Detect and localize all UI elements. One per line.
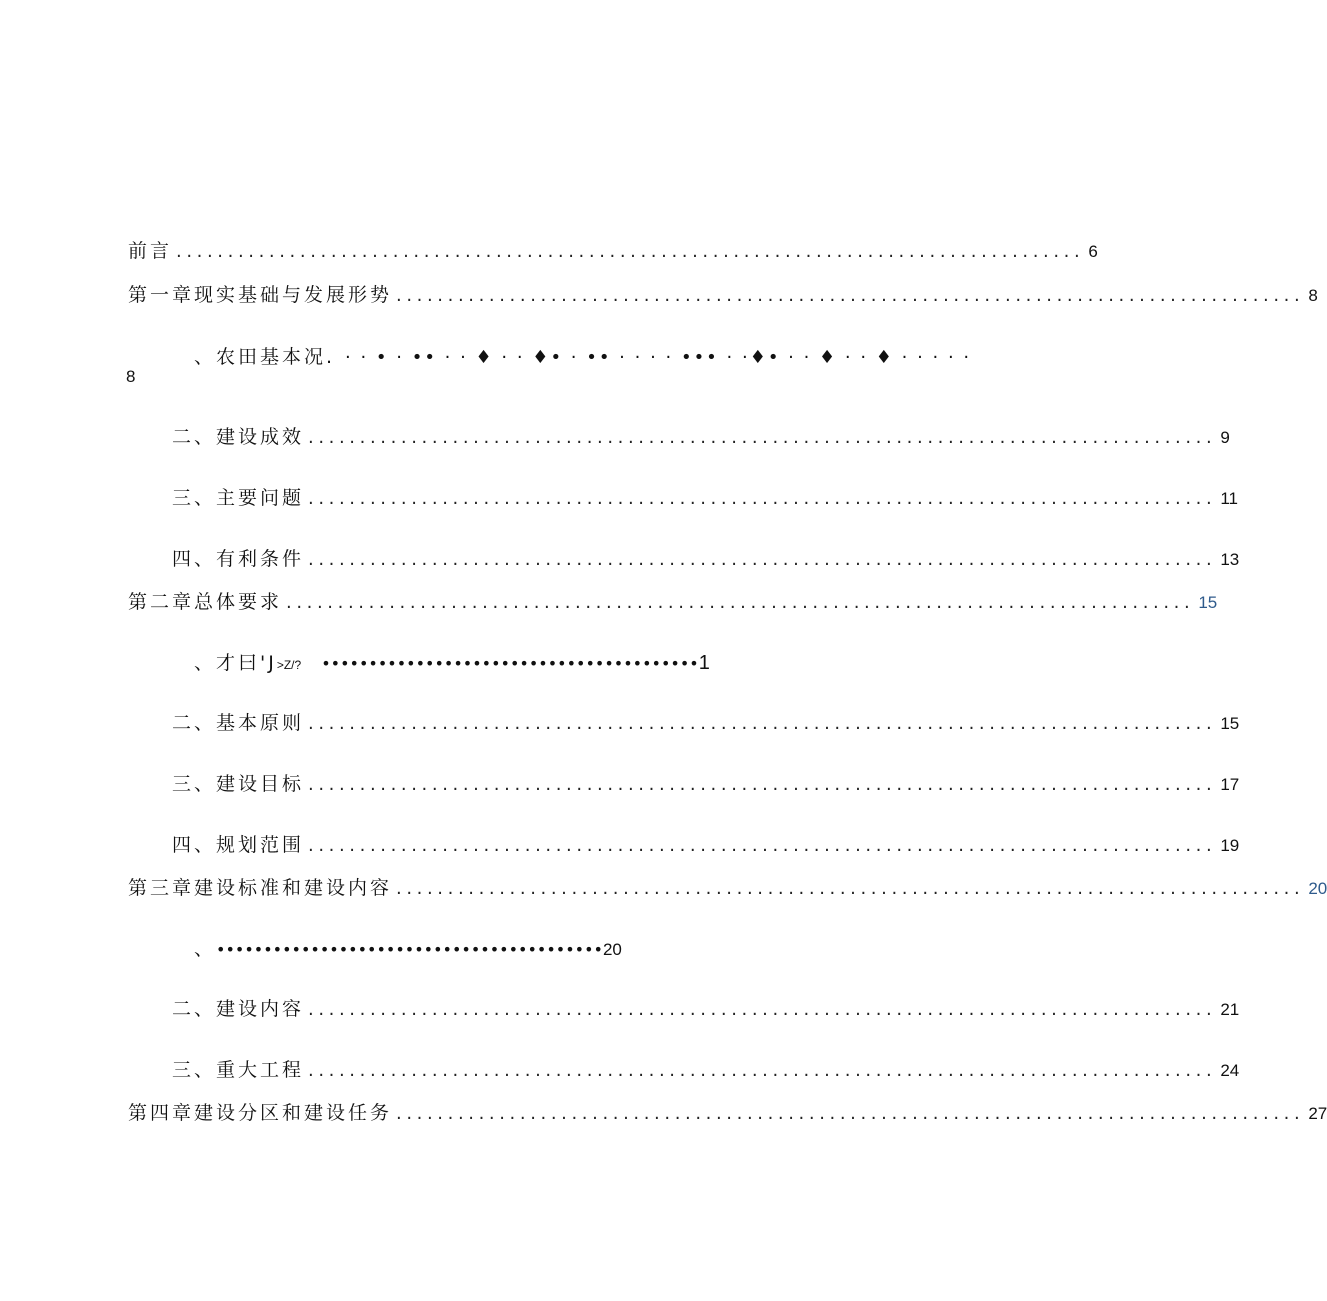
toc-entry-page: 1 (698, 652, 710, 674)
toc-entry-page: 8 (126, 367, 136, 386)
toc-entry-title: 前言 (128, 240, 173, 262)
toc-entry-title: 三、主要问题 (172, 487, 305, 509)
toc-entry-title: 、农田基本况. (194, 346, 336, 368)
toc-entry-page: 8 (1308, 286, 1318, 305)
toc-entry-title: 第四章建设分区和建设任务 (128, 1102, 393, 1124)
toc-leader-dots: ........................................................................................ (308, 549, 1217, 570)
toc-leader-dots: ........................................................................................ (396, 878, 1305, 899)
toc-entry-title: 第一章现实基础与发展形势 (128, 284, 393, 306)
toc-entry-title: 二、建设成效 (172, 426, 305, 448)
toc-entry-title: 二、建设内容 (172, 998, 305, 1020)
toc-leader-garbled: ••••••••••••••••••••••••••••••••••••••••• (216, 940, 603, 959)
toc-entry-1-3[interactable] (172, 483, 1238, 510)
toc-leader-dots: ........................................................................................ (308, 1060, 1217, 1081)
toc-entry-1-4[interactable] (172, 544, 1240, 571)
toc-entry-title: 三、建设目标 (172, 773, 305, 795)
toc-entry-title: 三、重大工程 (172, 1059, 305, 1081)
toc-leader-dots: ........................................................................................ (308, 774, 1217, 795)
toc-entry-title: 第三章建设标准和建设内容 (128, 877, 393, 899)
toc-entry-2-4[interactable] (172, 830, 1240, 857)
toc-entry-title: 二、基本原则 (172, 712, 305, 734)
toc-entry-page: 13 (1220, 550, 1240, 569)
toc-entry-title: 四、有利条件 (172, 548, 305, 570)
toc-entry-3-3[interactable] (172, 1055, 1240, 1082)
toc-entry-chapter-1[interactable] (128, 280, 1318, 307)
toc-entry-2-2[interactable] (172, 708, 1240, 735)
toc-entry-title: 四、规划范围 (172, 834, 305, 856)
toc-entry-page: 11 (1220, 489, 1238, 508)
toc-entry-page: 15 (1198, 593, 1218, 612)
toc-entry-page: 17 (1220, 775, 1240, 794)
toc-leader-dots: ........................................................................................ (396, 285, 1305, 306)
toc-leader-dots: ........................................................................................ (176, 241, 1085, 262)
toc-entry-page: 20 (602, 940, 622, 959)
toc-leader-dots: ........................................................................................ (308, 835, 1217, 856)
toc-entry-3-1[interactable] (194, 934, 622, 961)
toc-entry-page: 19 (1220, 836, 1240, 855)
toc-entry-garbled-suffix: >Z/? (276, 658, 302, 672)
toc-leader-dots: ........................................................................................ (308, 999, 1217, 1020)
toc-leader-dots: ........................................................................................ (396, 1103, 1305, 1124)
toc-leader-garbled: · · • · •• · · ♦ · · ♦• · •• · · · · ••• · ·♦• · · ♦ · · ♦ · · · · · (345, 347, 972, 368)
toc-entry-page: 15 (1220, 714, 1240, 733)
toc-entry-page: 20 (1308, 879, 1327, 898)
toc-entry-2-3[interactable] (172, 769, 1240, 796)
toc-entry-page: 9 (1220, 428, 1230, 447)
toc-entry-page: 21 (1220, 1000, 1240, 1019)
toc-entry-chapter-2[interactable] (128, 587, 1218, 614)
toc-entry-1-1[interactable] (194, 342, 972, 369)
toc-leader-garbled: •••••••••••••••••••••••••••••••••••••••• (321, 654, 699, 673)
toc-leader-dots: ........................................................................................ (308, 488, 1217, 509)
toc-leader-dots: ........................................................................................ (308, 427, 1217, 448)
toc-entry-title: 、才曰'J (194, 652, 277, 674)
toc-entry-2-1[interactable] (194, 648, 794, 675)
toc-entry-chapter-4[interactable] (128, 1098, 1327, 1125)
toc-entry-3-2[interactable] (172, 994, 1240, 1021)
toc-entry-page: 24 (1220, 1061, 1240, 1080)
toc-entry-1-1-page-wrap (126, 367, 135, 387)
toc-entry-chapter-3[interactable] (128, 873, 1327, 900)
toc-leader-dots: ........................................................................................ (286, 592, 1195, 613)
toc-entry-title: 、 (194, 938, 217, 960)
toc-entry-1-2[interactable] (172, 422, 1230, 449)
toc-entry-page: 6 (1088, 242, 1098, 261)
toc-entry-page: 27 (1308, 1104, 1327, 1123)
toc-entry-preface[interactable] (128, 236, 1098, 263)
toc-leader-dots: ........................................................................................ (308, 713, 1217, 734)
toc-entry-title: 第二章总体要求 (128, 591, 283, 613)
